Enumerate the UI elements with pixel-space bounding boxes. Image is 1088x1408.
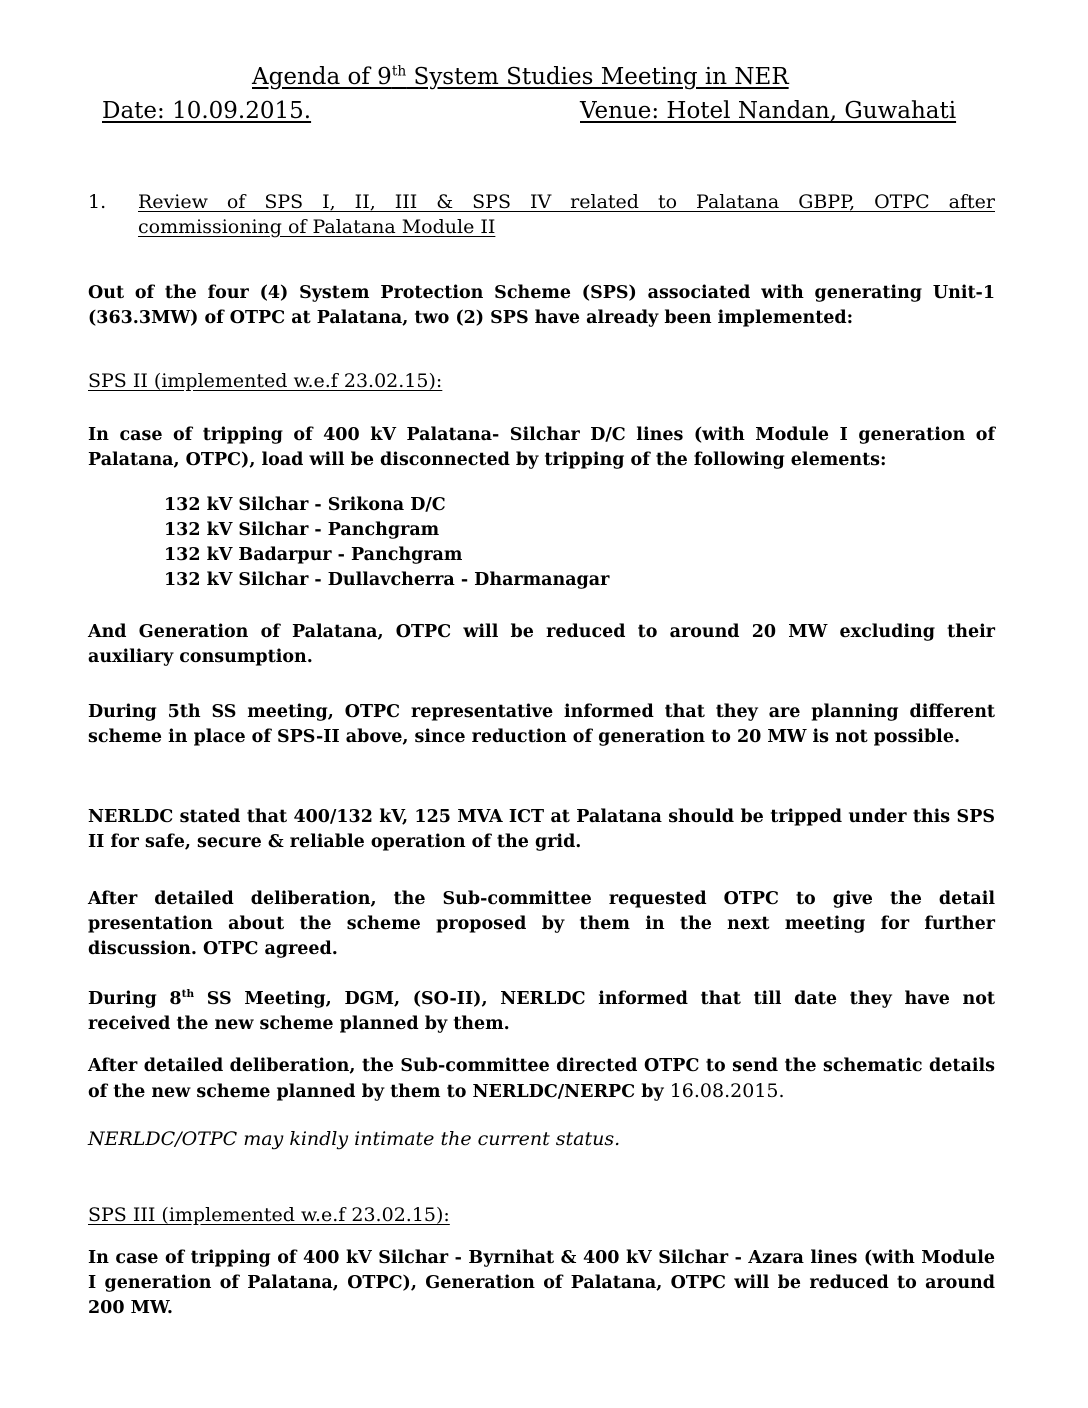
sps2-paragraph-4: NERLDC stated that 400/132 kV, 125 MVA ICT at Palatana should be tripped under this SPS II for safe, secure & reliable operation of the grid. [88, 807, 995, 852]
meeting-date: Date: 10.09.2015. [102, 98, 312, 124]
sps2-paragraph-5: After detailed deliberation, the Sub-committee requested OTPC to give the detail presentation about the scheme proposed by them in the next meeting for further discussion. OTPC agreed. [88, 889, 995, 959]
intro-paragraph: Out of the four (4) System Protection Scheme (SPS) associated with generating Unit-1 (363.3MW) of OTPC at Palatana, two (2) SPS have already been implemented: [88, 283, 995, 328]
status-request: NERLDC/OTPC may kindly intimate the current status. [88, 1128, 621, 1150]
title-pre: Agenda of 9 [252, 64, 392, 90]
section-heading-line1: Review of SPS I, II, III & SPS IV related to Palatana GBPP, OTPC after [138, 191, 995, 213]
sps3-heading: SPS III (implemented w.e.f 23.02.15): [88, 1204, 450, 1226]
sps2-paragraph-6 [88, 987, 995, 1037]
tripped-element: 132 kV Silchar - Dullavcherra - Dharmanagar [164, 570, 610, 590]
meeting-venue: Venue: Hotel Nandan, Guwahati [580, 98, 957, 124]
section-heading-line2: commissioning of Palatana Module II [138, 216, 496, 238]
para6-sup: th [181, 988, 195, 1001]
deadline-date: 16.08.2015. [669, 1080, 785, 1102]
sps3-paragraph-1: In case of tripping of 400 kV Silchar - Byrnihat & 400 kV Silchar - Azara lines (with Module I generation of Palatana, OTPC), Generation of Palatana, OTPC will be reduced to around 200 MW. [88, 1248, 995, 1318]
title-sup: th [391, 63, 407, 80]
tripped-element: 132 kV Badarpur - Panchgram [164, 545, 463, 565]
title-post: System Studies Meeting in NER [406, 64, 789, 90]
sps2-paragraph-3: During 5th SS meeting, OTPC representative informed that they are planning different scheme in place of SPS-II above, since reduction of generation to 20 MW is not possible. [88, 702, 995, 747]
tripped-element: 132 kV Silchar - Srikona D/C [164, 495, 446, 515]
section-number: 1. [88, 191, 107, 213]
para7-main: After detailed deliberation, the Sub-committee directed OTPC to send the schematic details of the new scheme planned by them to NERLDC/NERPC by [88, 1056, 995, 1102]
sps2-paragraph-7 [88, 1054, 995, 1105]
sps2-paragraph-1: In case of tripping of 400 kV Palatana- Silchar D/C lines (with Module I generation of Palatana, OTPC), load will be disconnected by tripping of the following elements: [88, 425, 995, 470]
sps2-paragraph-2: And Generation of Palatana, OTPC will be reduced to around 20 MW excluding their auxiliary consumption. [88, 622, 995, 667]
para6-pre: During 8 [88, 989, 182, 1009]
para6-post: SS Meeting, DGM, (SO-II), NERLDC informed that till date they have not received the new scheme planned by them. [88, 989, 995, 1034]
sps2-heading: SPS II (implemented w.e.f 23.02.15): [88, 370, 443, 392]
tripped-element: 132 kV Silchar - Panchgram [164, 520, 440, 540]
page-title [252, 64, 789, 90]
